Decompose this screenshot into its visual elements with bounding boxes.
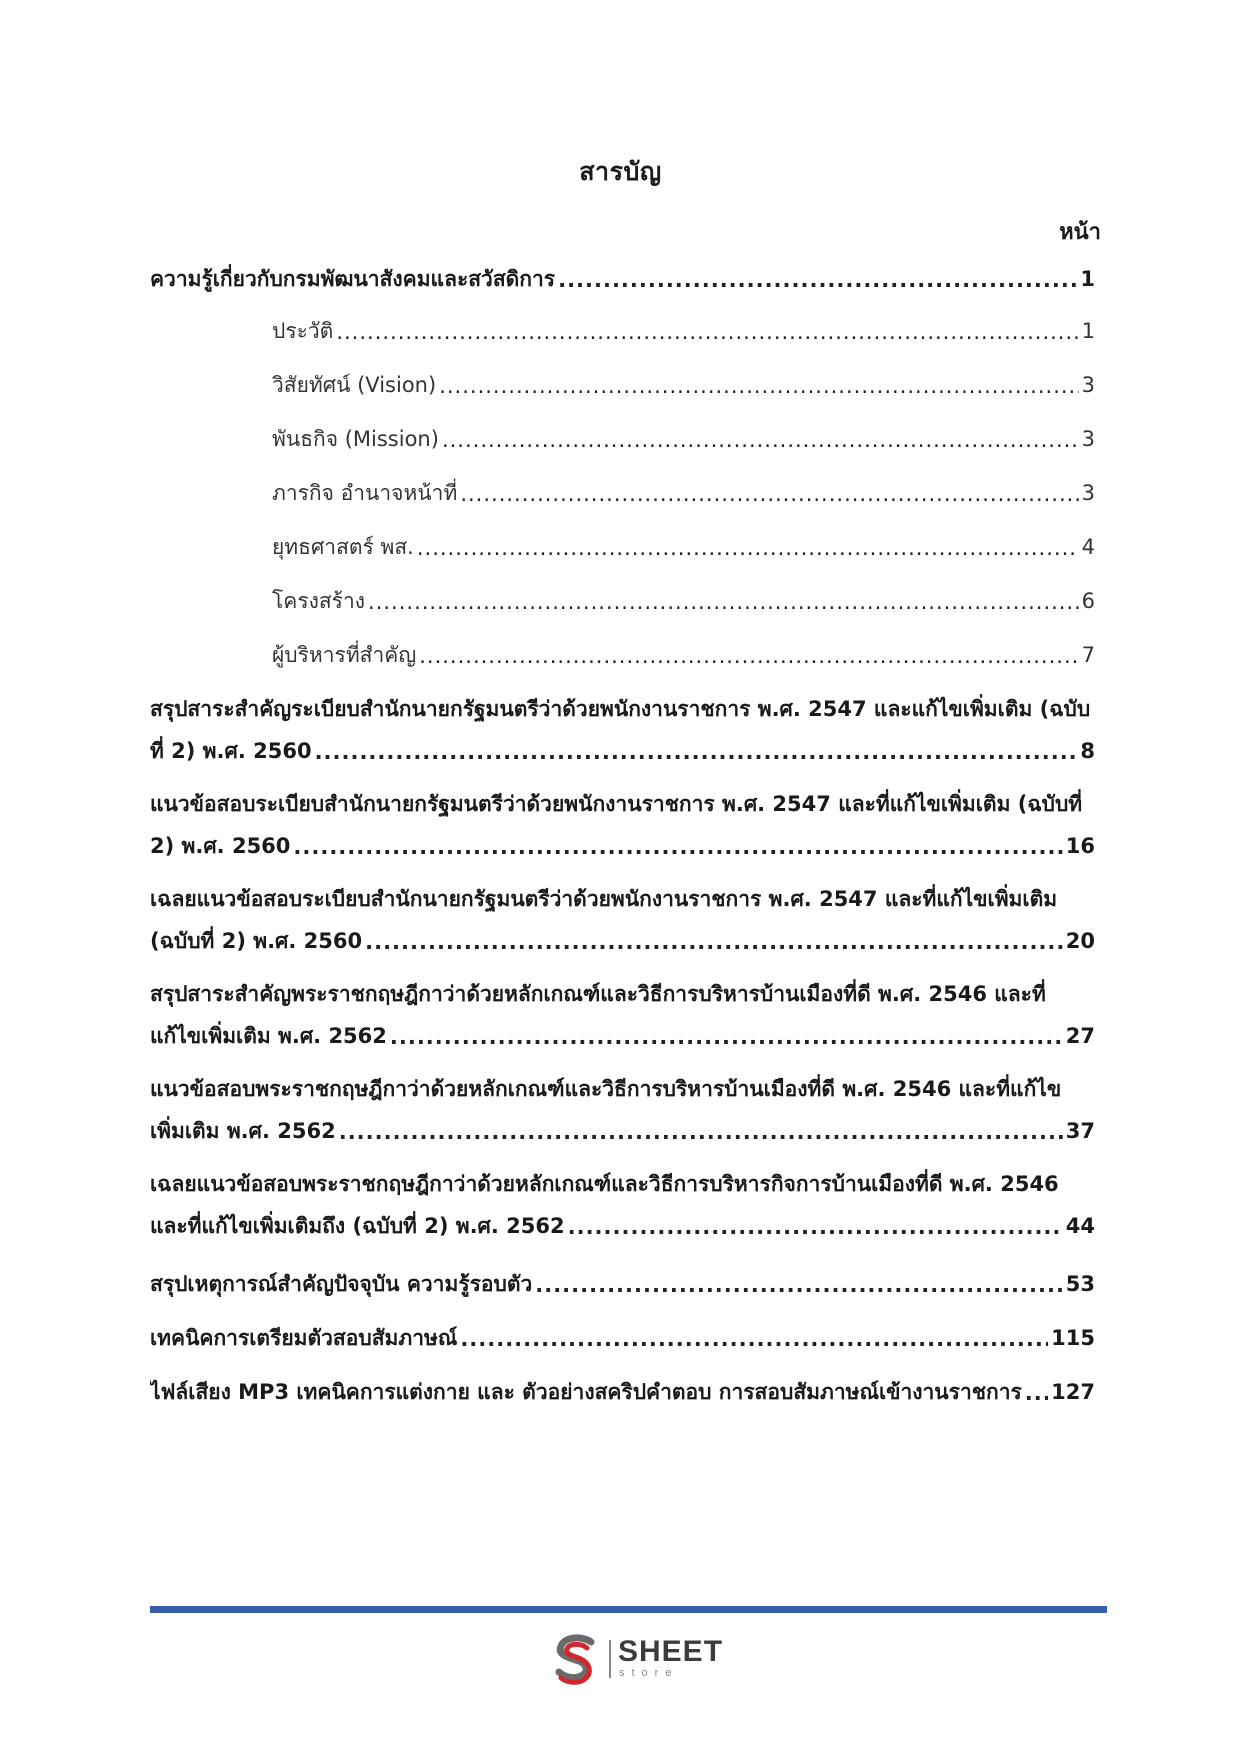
toc-entry-title: สรุปเหตุการณ์สำคัญปัจจุบัน ความรู้รอบตัว bbox=[150, 1272, 533, 1296]
toc-entry-title: ความรู้เกี่ยวกับกรมพัฒนาสังคมและสวัสดิการ bbox=[150, 267, 556, 291]
toc-subentry bbox=[150, 310, 1095, 346]
logo-subtext: store bbox=[619, 1667, 679, 1679]
toc-entry-title: ไฟล์เสียง MP3 เทคนิคการแต่งกาย และ ตัวอย่างสคริปคำตอบ การสอบสัมภาษณ์เข้างานราชการ bbox=[150, 1380, 1022, 1404]
sheet-store-logo-icon bbox=[553, 1634, 601, 1686]
toc-entry-title: 2) พ.ศ. 2560 bbox=[150, 834, 291, 858]
toc-entry-title: เทคนิคการเตรียมตัวสอบสัมภาษณ์ bbox=[150, 1326, 458, 1350]
toc-leader-dots bbox=[315, 738, 1078, 766]
toc-entry-title: สรุปสาระสำคัญพระราชกฤษฎีกาว่าด้วยหลักเกณฑ์และวิธีการบริหารบ้านเมืองที่ดี พ.ศ. 2546 และที่ bbox=[150, 982, 1046, 1006]
toc-entry bbox=[150, 1068, 1095, 1104]
toc-entry bbox=[150, 1263, 1095, 1299]
toc-entry-title: ประวัติ bbox=[272, 319, 334, 343]
page-column-header: หน้า bbox=[1059, 220, 1101, 245]
toc-entry-title: ยุทธศาสตร์ พส. bbox=[272, 535, 414, 559]
toc-entry-continuation bbox=[150, 1110, 1095, 1146]
toc-leader-dots bbox=[442, 426, 1079, 454]
toc-entry bbox=[150, 1163, 1095, 1199]
toc-leader-dots bbox=[419, 642, 1078, 670]
toc-entry-title: แก้ไขเพิ่มเติม พ.ศ. 2562 bbox=[150, 1024, 387, 1048]
toc-subentry bbox=[150, 580, 1095, 616]
toc-page-number: 16 bbox=[1065, 834, 1095, 858]
toc-page-number: 37 bbox=[1065, 1119, 1095, 1143]
toc-entry-title: ที่ 2) พ.ศ. 2560 bbox=[150, 739, 312, 763]
toc-entry-continuation bbox=[150, 1015, 1095, 1051]
toc-subentry bbox=[150, 634, 1095, 670]
toc-entry-title: พันธกิจ (Mission) bbox=[272, 427, 439, 451]
logo-wordmark: SHEET bbox=[618, 1635, 724, 1668]
toc-entry bbox=[150, 1371, 1095, 1407]
toc-leader-dots bbox=[1025, 1379, 1048, 1407]
toc-leader-dots bbox=[460, 480, 1078, 508]
toc-entry bbox=[150, 878, 1095, 914]
toc-leader-dots bbox=[460, 1325, 1048, 1353]
toc-subentry bbox=[150, 418, 1095, 454]
page-title: สารบัญ bbox=[579, 157, 662, 186]
toc-subentry bbox=[150, 364, 1095, 400]
toc-entry-title: เพิ่มเติม พ.ศ. 2562 bbox=[150, 1119, 336, 1143]
toc-page-number: 53 bbox=[1065, 1272, 1095, 1296]
toc-leader-dots bbox=[368, 588, 1079, 616]
toc-entry-continuation bbox=[150, 920, 1095, 956]
toc-entry-title: เฉลยแนวข้อสอบพระราชกฤษฎีกาว่าด้วยหลักเกณฑ์และวิธีการบริหารกิจการบ้านเมืองที่ดี พ.ศ. 2546 bbox=[150, 1172, 1059, 1196]
toc-page-number: 3 bbox=[1081, 481, 1095, 505]
sheet-store-logo bbox=[553, 1634, 723, 1686]
toc-leader-dots bbox=[535, 1271, 1063, 1299]
toc-entry-title: และที่แก้ไขเพิ่มเติมถึง (ฉบับที่ 2) พ.ศ. 2562 bbox=[150, 1214, 565, 1238]
toc-entry-continuation bbox=[150, 730, 1095, 766]
footer-rule bbox=[150, 1606, 1107, 1613]
toc-page-number: 115 bbox=[1051, 1326, 1095, 1350]
toc-entry-title: แนวข้อสอบพระราชกฤษฎีกาว่าด้วยหลักเกณฑ์และวิธีการบริหารบ้านเมืองที่ดี พ.ศ. 2546 และที่แก้ไข bbox=[150, 1077, 1062, 1101]
toc-entry bbox=[150, 973, 1095, 1009]
toc-entry-title: เฉลยแนวข้อสอบระเบียบสำนักนายกรัฐมนตรีว่าด้วยพนักงานราชการ พ.ศ. 2547 และที่แก้ไขเพิ่มเติม bbox=[150, 887, 1058, 911]
toc-page-number: 27 bbox=[1065, 1024, 1095, 1048]
table-of-contents bbox=[150, 0, 1095, 1600]
toc-entry-title: สรุปสาระสำคัญระเบียบสำนักนายกรัฐมนตรีว่าด้วยพนักงานราชการ พ.ศ. 2547 และแก้ไขเพิ่มเติม (ฉบับ bbox=[150, 697, 1091, 721]
toc-page-number: 4 bbox=[1081, 535, 1095, 559]
toc-entry bbox=[150, 258, 1095, 294]
toc-leader-dots bbox=[558, 266, 1077, 294]
toc-leader-dots bbox=[339, 1118, 1063, 1146]
toc-leader-dots bbox=[439, 372, 1078, 400]
toc-leader-dots bbox=[293, 833, 1062, 861]
toc-page-number: 20 bbox=[1065, 929, 1095, 953]
toc-leader-dots bbox=[365, 928, 1063, 956]
toc-leader-dots bbox=[417, 534, 1079, 562]
toc-entry bbox=[150, 1317, 1095, 1353]
toc-entry-continuation bbox=[150, 1205, 1095, 1241]
toc-entry-title: วิสัยทัศน์ (Vision) bbox=[272, 373, 437, 397]
toc-leader-dots bbox=[390, 1023, 1063, 1051]
toc-leader-dots bbox=[568, 1213, 1063, 1241]
toc-entry-title: โครงสร้าง bbox=[272, 589, 366, 613]
toc-entry-continuation bbox=[150, 825, 1095, 861]
toc-page-number: 44 bbox=[1065, 1214, 1095, 1238]
toc-page-number: 1 bbox=[1080, 267, 1095, 291]
toc-page-number: 1 bbox=[1081, 319, 1095, 343]
toc-entry bbox=[150, 783, 1095, 819]
toc-page-number: 8 bbox=[1080, 739, 1095, 763]
toc-subentry bbox=[150, 526, 1095, 562]
toc-entry-title: แนวข้อสอบระเบียบสำนักนายกรัฐมนตรีว่าด้วยพนักงานราชการ พ.ศ. 2547 และที่แก้ไขเพิ่มเติม (ฉบับที่ bbox=[150, 792, 1083, 816]
toc-subentry bbox=[150, 472, 1095, 508]
toc-entry-title: ผู้บริหารที่สำคัญ bbox=[272, 643, 417, 667]
toc-leader-dots bbox=[336, 318, 1078, 346]
toc-page-number: 7 bbox=[1081, 643, 1095, 667]
toc-page-number: 127 bbox=[1051, 1380, 1095, 1404]
toc-entry-title: (ฉบับที่ 2) พ.ศ. 2560 bbox=[150, 929, 363, 953]
toc-page-number: 3 bbox=[1081, 427, 1095, 451]
toc-page-number: 6 bbox=[1081, 589, 1095, 613]
toc-page-number: 3 bbox=[1081, 373, 1095, 397]
logo-divider bbox=[609, 1640, 611, 1678]
toc-entry bbox=[150, 688, 1095, 724]
toc-entry-title: ภารกิจ อำนาจหน้าที่ bbox=[272, 481, 458, 505]
